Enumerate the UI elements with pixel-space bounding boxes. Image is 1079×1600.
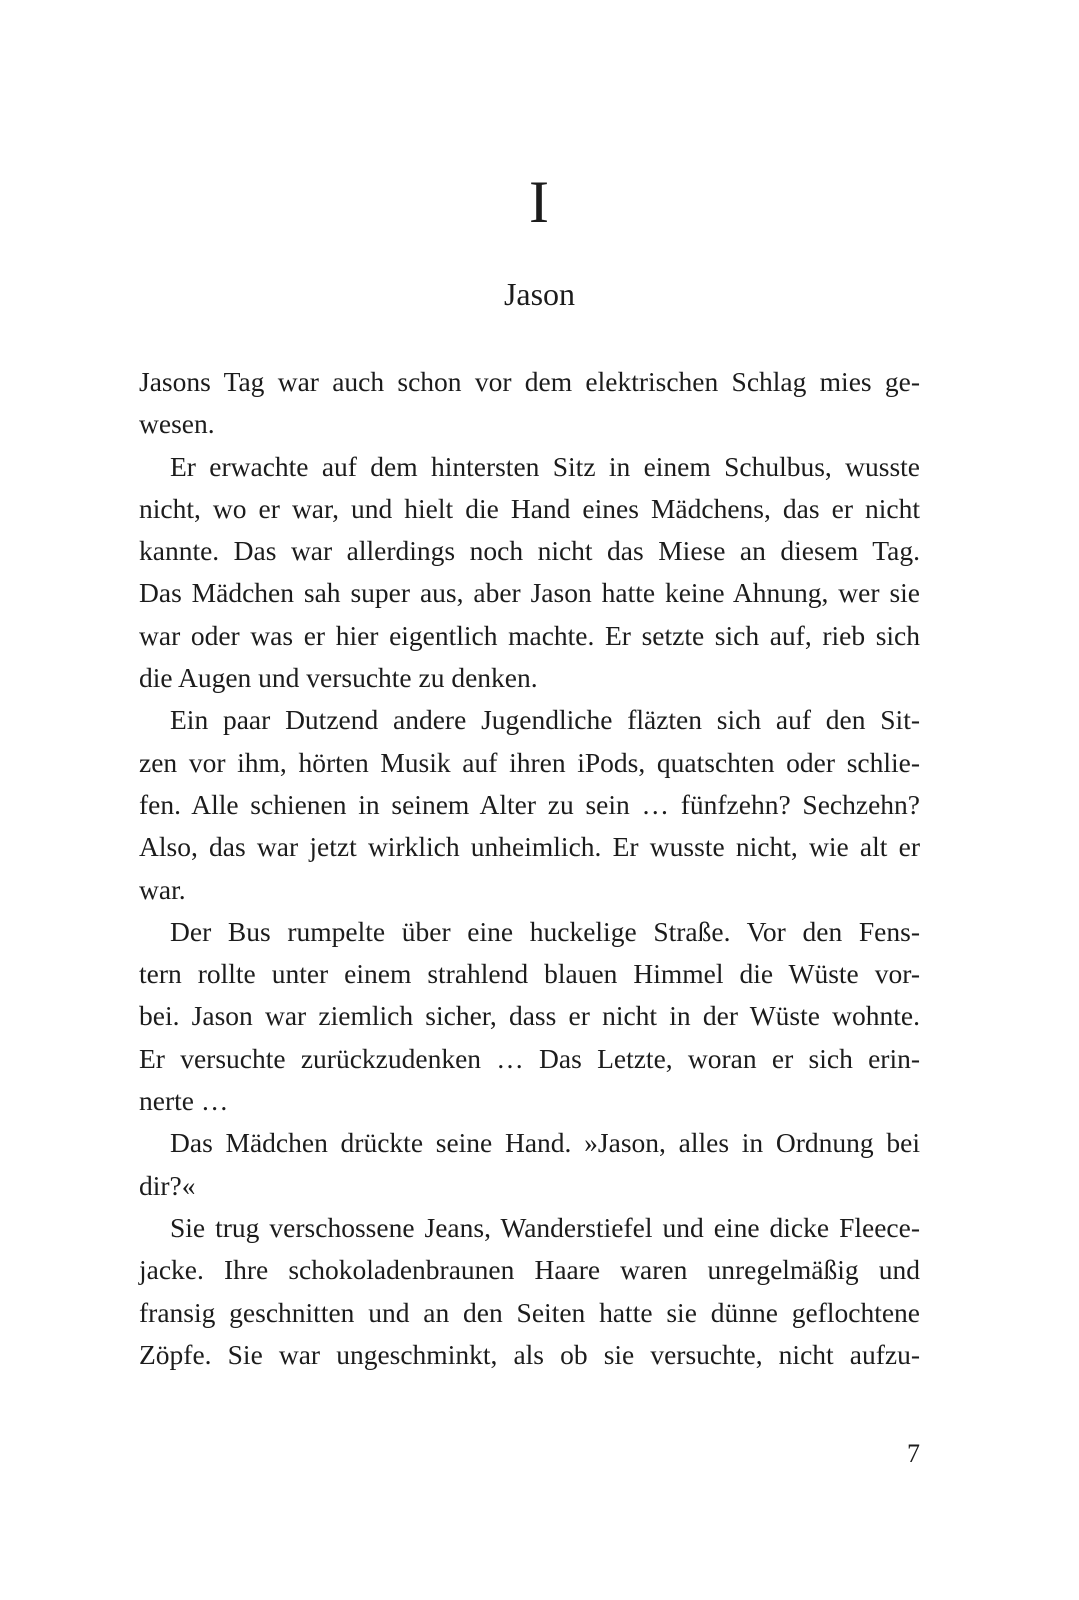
text-line: Das Mädchen drückte seine Hand. »Jason, alles in Ordnung bei [170,1127,920,1159]
text-line: war. [139,873,186,905]
text-line: jacke. Ihre schokoladenbraunen Haare waren unregelmäßig und [139,1254,920,1286]
chapter-title: Jason [503,276,576,312]
text-line: Sie trug verschossene Jeans, Wanderstiefel und eine dicke Fleece- [170,1211,920,1243]
text-line: fen. Alle schienen in seinem Alter zu sein … fünfzehn? Sechzehn? [139,788,920,820]
text-line: war oder was er hier eigentlich machte. Er setzte sich auf, rieb sich [139,619,920,651]
text-line: die Augen und versuchte zu denken. [139,662,538,694]
text-line: Zöpfe. Sie war ungeschminkt, als ob sie versuchte, nicht aufzu- [139,1338,920,1370]
text-line: Ein paar Dutzend andere Jugendliche fläzten sich auf den Sit- [170,704,920,736]
text-line: Er versuchte zurückzudenken … Das Letzte, woran er sich erin- [139,1042,920,1074]
text-line: nicht, wo er war, und hielt die Hand eines Mädchens, das er nicht [139,492,920,524]
text-line: Also, das war jetzt wirklich unheimlich. Er wusste nicht, wie alt er [139,831,920,863]
text-line: wesen. [139,408,215,440]
chapter-number: I [529,169,550,235]
text-line: nerte … [139,1085,229,1117]
text-line: kannte. Das war allerdings noch nicht das Miese an diesem Tag. [139,535,920,567]
page-number: 7 [907,1439,920,1468]
text-line: tern rollte unter einem strahlend blauen Himmel die Wüste vor- [139,958,920,990]
text-line: dir?« [139,1169,196,1201]
body-text [139,361,920,1376]
text-line: Der Bus rumpelte über eine huckelige Straße. Vor den Fens- [170,915,920,947]
text-line: Das Mädchen sah super aus, aber Jason hatte keine Ahnung, wer sie [139,577,920,609]
text-line: Jasons Tag war auch schon vor dem elektrischen Schlag mies ge- [139,366,920,397]
text-line: zen vor ihm, hörten Musik auf ihren iPods, quatschten oder schlie- [139,746,920,778]
text-line: fransig geschnitten und an den Seiten hatte sie dünne geflochtene [139,1296,920,1328]
text-line: Er erwachte auf dem hintersten Sitz in einem Schulbus, wusste [170,450,920,482]
text-line: bei. Jason war ziemlich sicher, dass er nicht in der Wüste wohnte. [139,1000,920,1032]
